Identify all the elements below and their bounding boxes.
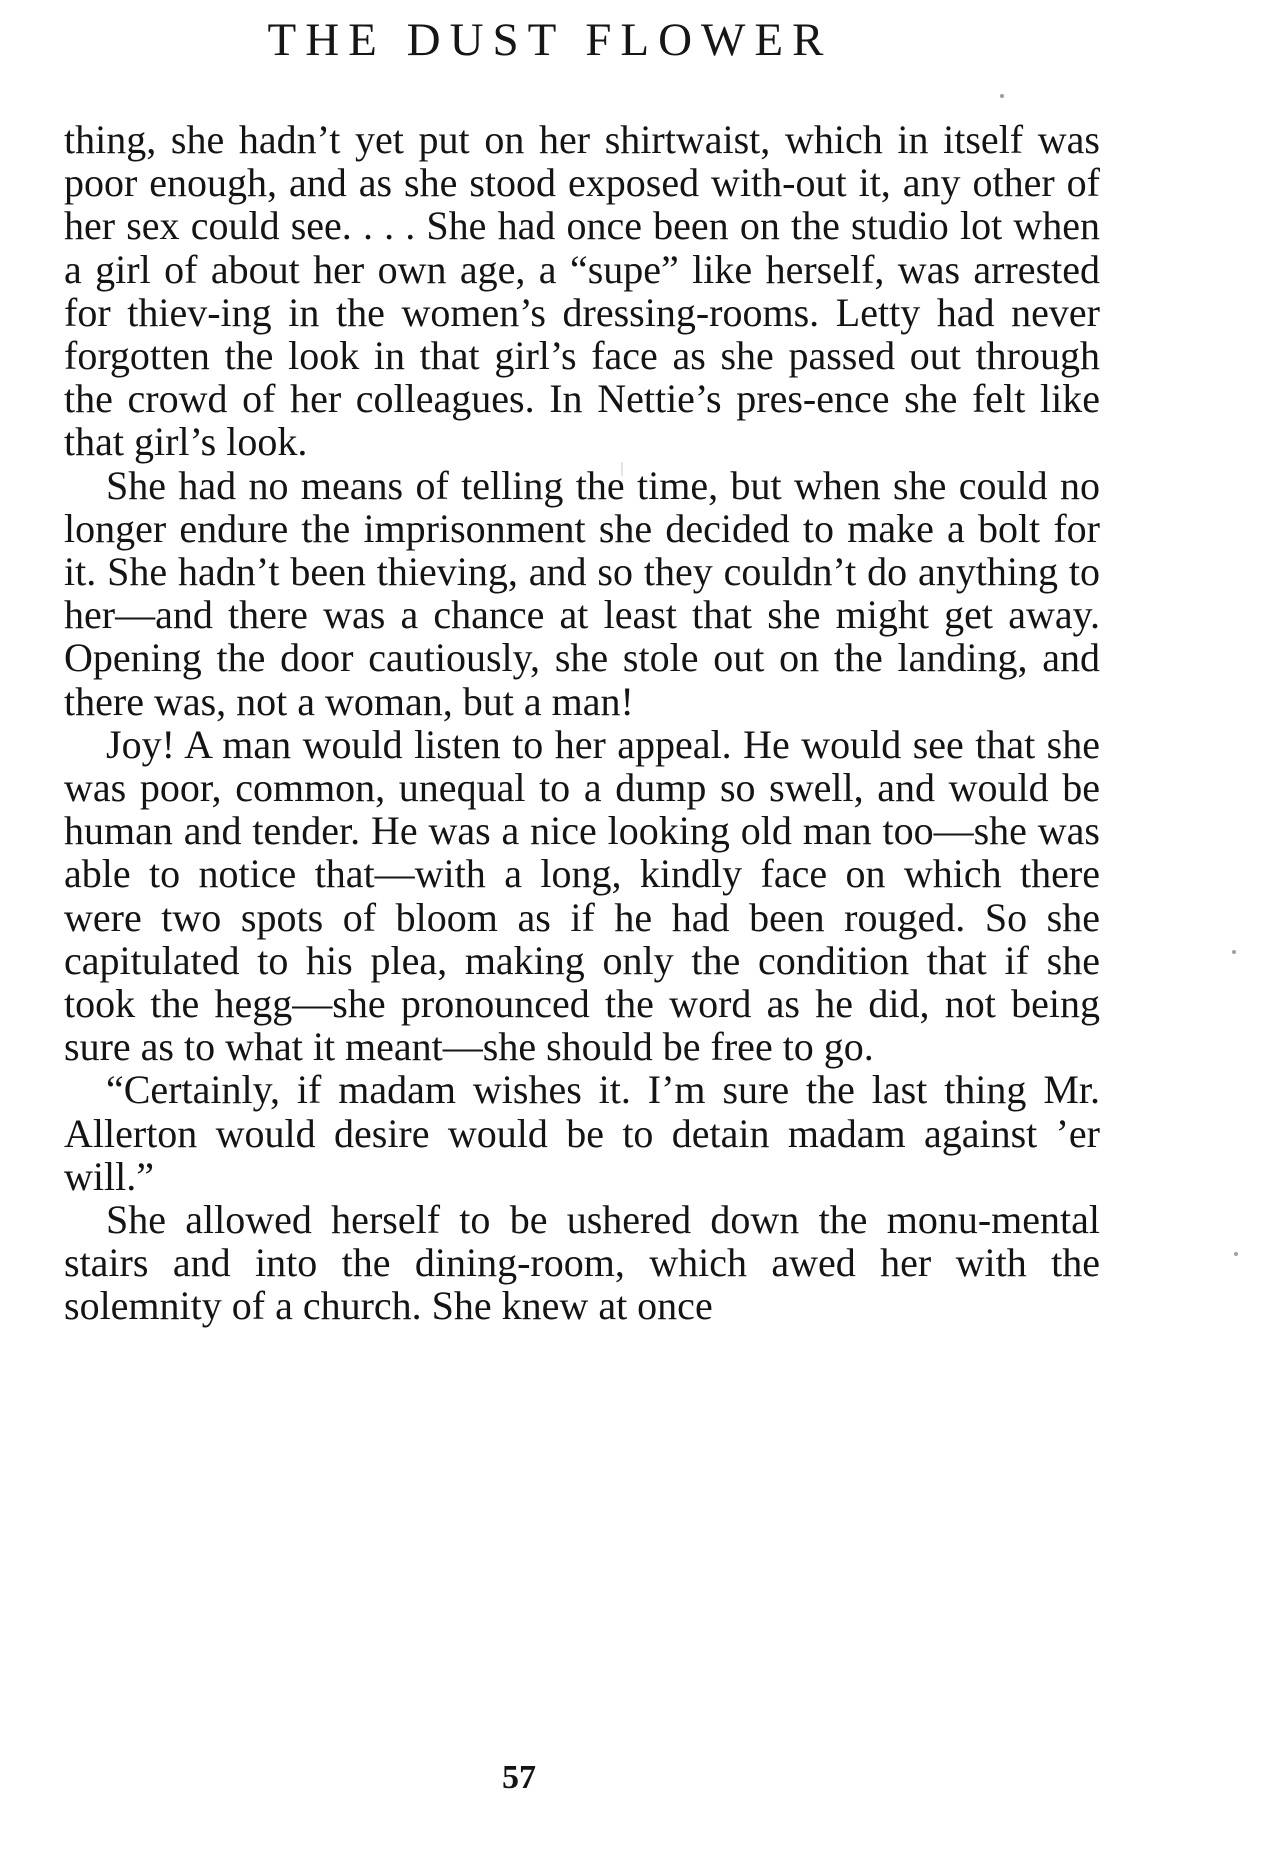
scan-speck [1000,94,1004,98]
paragraph: She allowed herself to be ushered down the monu-mental stairs and into the dining-room, which awed her with the solemnity of a church. She knew at once [64,1197,1100,1329]
scan-speck [1232,950,1236,954]
paragraph: thing, she hadn’t yet put on her shirtwaist, which in itself was poor enough, and as she stood exposed with-out it, any other of her sex could see. . . . She had once been on the studio lot when a girl of about her own age, a “supe” like herself, was arrested for thiev-ing in the women’s dressing-rooms. Letty had never forgotten the look in that girl’s face as she passed out through the crowd of her colleagues. In Nettie’s pres-ence she felt like that girl’s look. [64,117,1100,465]
body-text [64,118,1100,1328]
running-head-title: THE DUST FLOWER [267,14,833,66]
paragraph: “Certainly, if madam wishes it. I’m sure the last thing Mr. Allerton would desire would be to detain madam against ’er will.” [64,1067,1100,1199]
paragraph: She had no means of telling the time, but when she could no longer endure the imprisonment she decided to make a bolt for it. She hadn’t been thieving, and so they couldn’t do anything to her—and there was a chance at least that she might get away. Opening the door cautiously, she stole out on the landing, and there was, not a woman, but a man! [64,462,1100,724]
scan-speck [1234,1252,1238,1256]
page-number: 57 [502,1759,536,1796]
paragraph: Joy! A man would listen to her appeal. He would see that she was poor, common, unequal to a dump so swell, and would be human and tender. He was a nice looking old man too—she was able to notice that—with a long, kindly face on which there were two spots of bloom as if he had been rouged. So she capitulated to his plea, making only the condition that if she took the hegg—she pronounced the word as he did, not being sure as to what it meant—she should be free to go. [64,721,1100,1070]
